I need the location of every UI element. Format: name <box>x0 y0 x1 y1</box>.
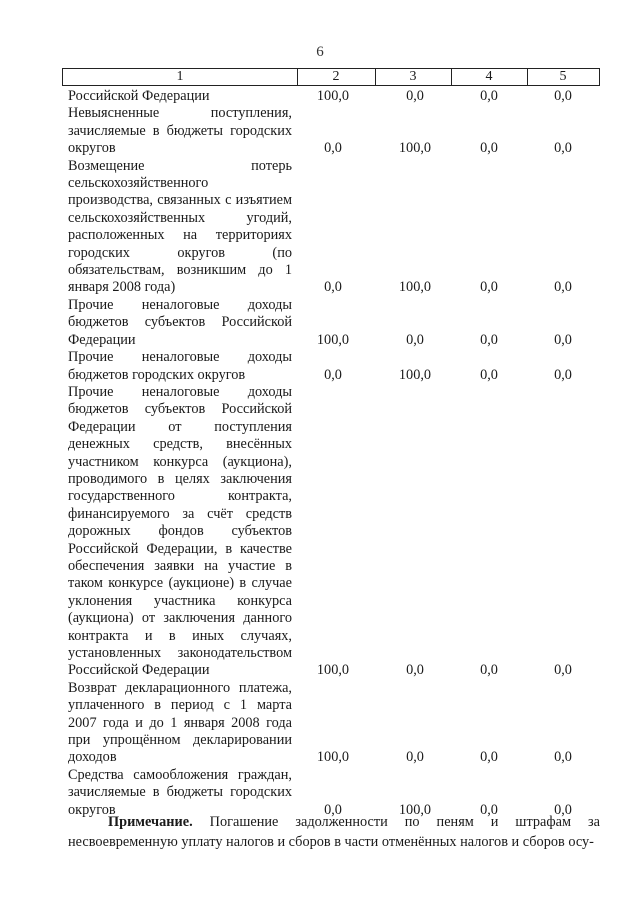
row-value-col-3: 0,0 <box>406 662 424 679</box>
table-row <box>68 88 608 105</box>
row-value-col-5: 0,0 <box>554 749 572 766</box>
table-row <box>68 349 608 384</box>
row-value-col-2: 0,0 <box>324 140 342 157</box>
row-description: Возмещение потерь сельскохозяйственного производства, связанных с изъятием сельскохозяйственных угодий, расположенных на территориях городских округов (по обязательствам, возникшим до 1 января 2008 года) <box>68 157 292 296</box>
row-description: Прочие неналоговые доходы бюджетов субъектов Российской Федерации от поступления денежных средств, внесённых участником конкурса (аукциона), проводимого в целях заключения государственного контракта, финансируемого за счёт средств дорожных фондов субъектов Российской Федерации, в качестве обеспечения заявки на участие в таком конкурсе (аукционе) в случае уклонения участника конкурса (аукциона) от заключения данного контракта и в иных случаях, установленных законодательством Российской Федерации <box>68 383 292 679</box>
row-value-col-3: 100,0 <box>398 140 432 157</box>
row-value-col-5: 0,0 <box>554 88 572 104</box>
header-col-1: 1 <box>176 69 184 84</box>
row-value-col-2: 100,0 <box>316 662 350 679</box>
row-value-col-4: 0,0 <box>480 801 498 818</box>
row-value-col-5: 0,0 <box>554 662 572 679</box>
table-row <box>68 158 608 297</box>
row-value-col-2: 100,0 <box>316 749 350 766</box>
row-value-col-5: 0,0 <box>554 140 572 157</box>
note-label: Примечание. <box>108 814 193 830</box>
header-col-5: 5 <box>559 69 567 84</box>
row-description: Прочие неналоговые доходы бюджетов городских округов <box>68 349 292 383</box>
row-value-col-5: 0,0 <box>554 801 572 818</box>
row-value-col-3: 100,0 <box>398 366 432 383</box>
row-value-col-5: 0,0 <box>554 279 572 296</box>
row-value-col-4: 0,0 <box>480 140 498 157</box>
note-text: Погашение задолженности по пеням и штрафам за несвоевременную уплату налогов и сборов в части отменённых налогов и сборов осу- <box>68 814 600 850</box>
header-col-3: 3 <box>409 69 417 84</box>
row-value-col-5: 0,0 <box>554 366 572 383</box>
row-value-col-3: 100,0 <box>398 279 432 296</box>
row-value-col-5: 0,0 <box>554 331 572 348</box>
row-value-col-4: 0,0 <box>480 749 498 766</box>
header-col-4: 4 <box>485 69 493 84</box>
row-description: Прочие неналоговые доходы бюджетов субъектов Российской Федерации <box>68 296 292 348</box>
row-value-col-2: 0,0 <box>324 801 342 818</box>
row-value-col-4: 0,0 <box>480 331 498 348</box>
row-description: Невыясненные поступления, зачисляемые в бюджеты городских округов <box>68 105 292 157</box>
row-value-col-2: 100,0 <box>316 331 350 348</box>
page-number: 6 <box>316 44 324 60</box>
table-row <box>68 680 608 767</box>
row-value-col-3: 0,0 <box>406 331 424 348</box>
table-row <box>68 105 608 157</box>
row-value-col-3: 100,0 <box>398 801 432 818</box>
row-description: Возврат декларационного платежа, уплаченного в период с 1 марта 2007 года и до 1 января 2008 года при упрощённом декларировании доходов <box>68 679 292 766</box>
row-value-col-4: 0,0 <box>480 662 498 679</box>
row-description: Российской Федерации <box>68 88 210 104</box>
table-header <box>62 68 600 86</box>
row-value-col-3: 0,0 <box>406 88 424 104</box>
row-value-col-2: 100,0 <box>316 88 350 104</box>
row-value-col-4: 0,0 <box>480 88 498 104</box>
row-value-col-4: 0,0 <box>480 279 498 296</box>
header-col-2: 2 <box>332 69 340 84</box>
row-value-col-3: 0,0 <box>406 749 424 766</box>
row-value-col-2: 0,0 <box>324 279 342 296</box>
row-value-col-4: 0,0 <box>480 366 498 383</box>
table-row <box>68 384 608 680</box>
row-description: Средства самообложения граждан, зачисляемые в бюджеты городских округов <box>68 766 292 818</box>
note-paragraph <box>68 812 600 852</box>
table-row <box>68 297 608 349</box>
row-value-col-2: 0,0 <box>324 366 342 383</box>
table-body <box>68 88 608 819</box>
